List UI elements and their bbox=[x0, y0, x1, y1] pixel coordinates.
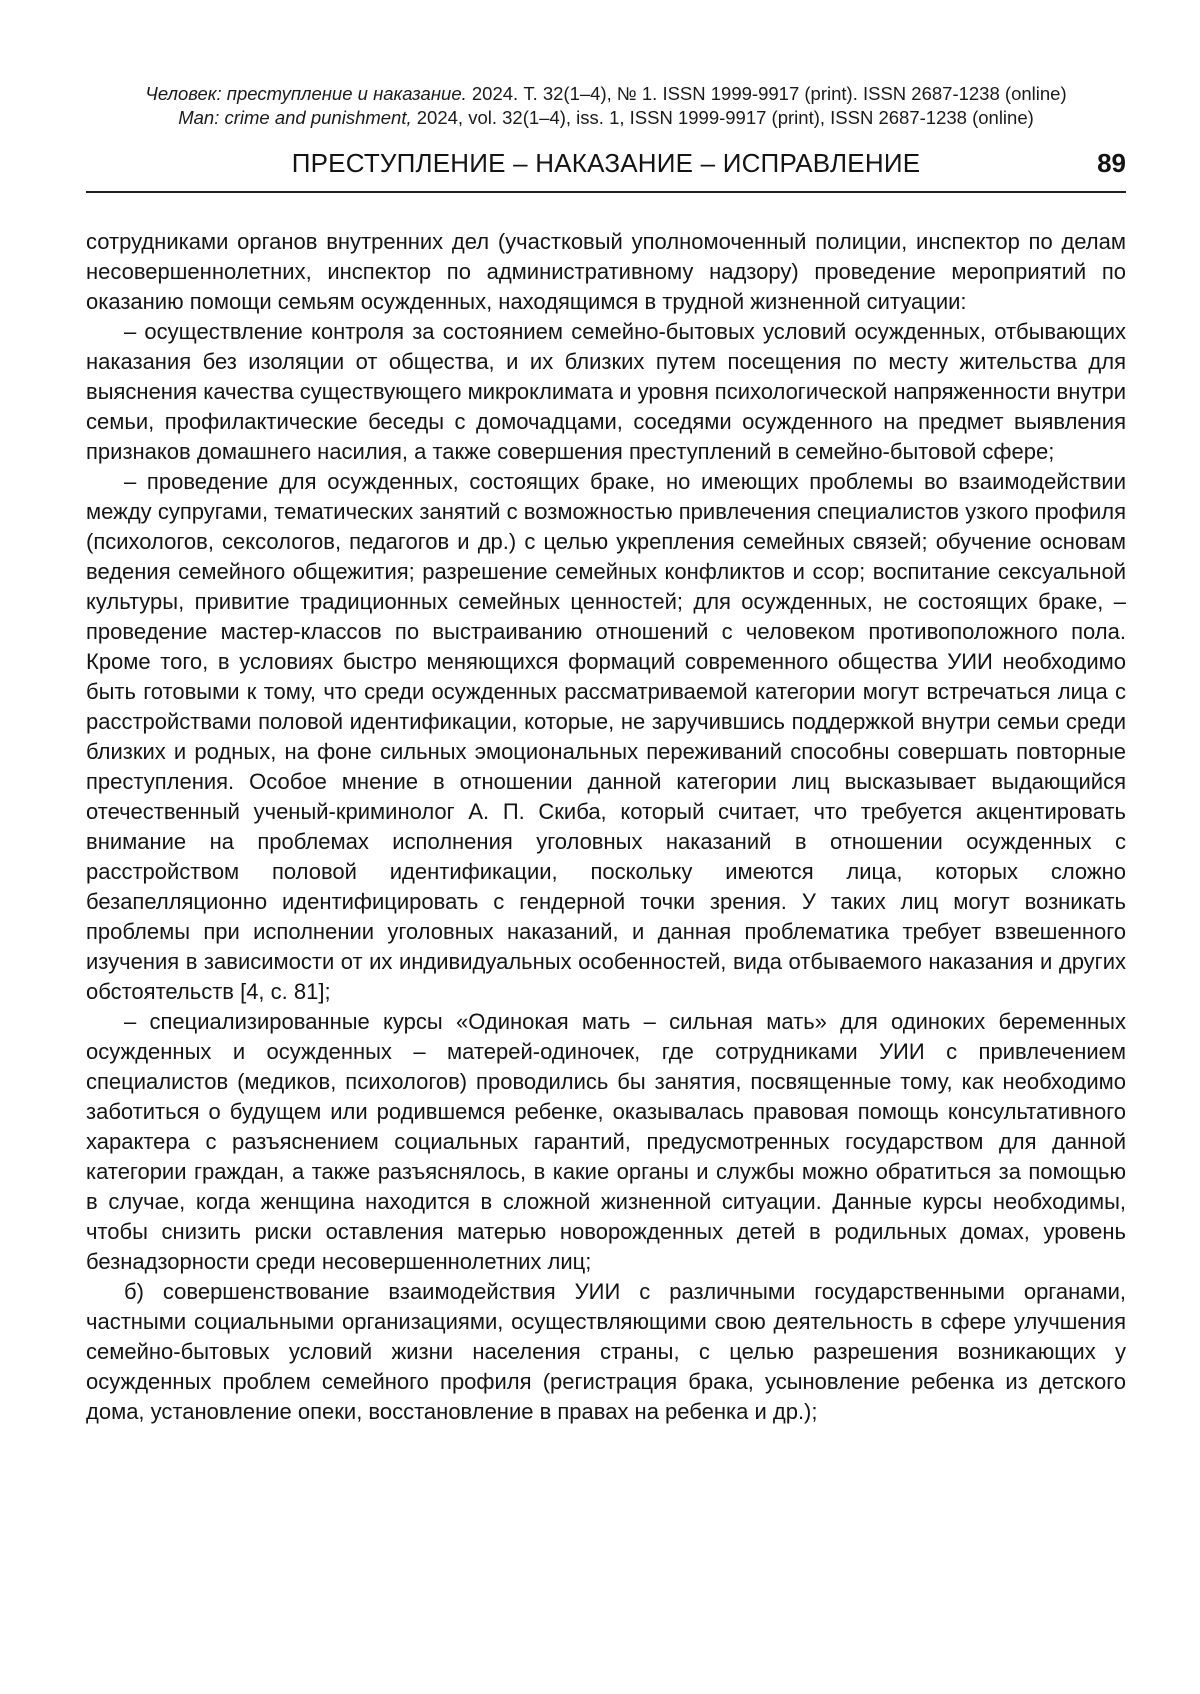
paragraph: – проведение для осужденных, состоящих браке, но имеющих проблемы во взаимодействии между супругами, тематических занятий с возможностью привлечения специалистов узкого профиля (психологов, сексологов, педагогов и др.) с целью укрепления семейных связей; обучение основам ведения семейного общежития; разрешение семейных конфликтов и ссор; воспитание сексуальной культуры, привитие традиционных семейных ценностей; для осужденных, не состоящих браке, – проведение мастер-классов по выстраиванию отношений с человеком противоположного пола. Кроме того, в условиях быстро меняющихся формаций современного общества УИИ необходимо быть готовыми к тому, что среди осужденных рассматриваемой категории могут встречаться лица с расстройствами половой идентификации, которые, не заручившись поддержкой внутри семьи среди близких и родных, на фоне сильных эмоциональных переживаний способны совершать повторные преступления. Особое мнение в отношении данной категории лиц высказывает выдающийся отечественный ученый-криминолог А. П. Скиба, который считает, что требуется акцентировать внимание на проблемах исполнения уголовных наказаний в отношении осужденных с расстройством половой идентификации, поскольку имеются лица, которых сложно безапелляционно идентифицировать с гендерной точки зрения. У таких лиц могут возникать проблемы при исполнении уголовных наказаний, и данная проблематика требует взвешенного изучения в зависимости от их индивидуальных особенностей, вида отбываемого наказания и других обстоятельств [4, с. 81]; bbox=[86, 469, 1126, 1004]
journal-issue-en: 2024, vol. 32(1–4), iss. 1, ISSN 1999-9917 (print), ISSN 2687-1238 (online) bbox=[411, 107, 1034, 128]
journal-title-ru: Человек: преступление и наказание. bbox=[145, 83, 467, 104]
paragraph: – осуществление контроля за состоянием семейно-бытовых условий осужденных, отбывающих наказания без изоляции от общества, и их близких путем посещения по месту жительства для выяснения качества существующего микроклимата и уровня психологической напряженности внутри семьи, профилактические беседы с домочадцами, соседями осужденного на предмет выявления признаков домашнего насилия, а также совершения преступлений в семейно-бытовой сфере; bbox=[86, 319, 1126, 464]
paragraph: б) совершенствование взаимодействия УИИ с различными государственными органами, частными социальными организациями, осуществляющими свою деятельность в сфере улучшения семейно-бытовых условий жизни населения страны, с целью разрешения возникающих у осужденных проблем семейного профиля (регистрация брака, усыновление ребенка из детского дома, установление опеки, восстановление в правах на ребенка и др.); bbox=[86, 1279, 1126, 1424]
journal-citation-en bbox=[86, 106, 1126, 130]
paragraph: – специализированные курсы «Одинокая мать – сильная мать» для одиноких беременных осужденных и осужденных – матерей-одиночек, где сотрудниками УИИ с привлечением специалистов (медиков, психологов) проводились бы занятия, посвященные тому, как необходимо заботиться о будущем или родившемся ребенке, оказывалась правовая помощь консультативного характера с разъяснением социальных гарантий, предусмотренных государством для данной категории граждан, а также разъяснялось, в какие органы и службы можно обратиться за помощью в случае, когда женщина находится в сложной жизненной ситуации. Данные курсы необходимы, чтобы снизить риски оставления матерью новорожденных детей в родильных домах, уровень безнадзорности среди несовершеннолетних лиц; bbox=[86, 1009, 1126, 1274]
running-header bbox=[86, 82, 1126, 130]
journal-issue-ru: 2024. Т. 32(1–4), № 1. ISSN 1999-9917 (print). ISSN 2687-1238 (online) bbox=[466, 83, 1067, 104]
journal-citation-ru bbox=[86, 82, 1126, 106]
section-header bbox=[86, 146, 1126, 182]
page-number: 89 bbox=[1097, 148, 1126, 178]
article-body bbox=[86, 227, 1126, 1427]
journal-title-en: Man: crime and punishment, bbox=[178, 107, 412, 128]
section-title: ПРЕСТУПЛЕНИЕ – НАКАЗАНИЕ – ИСПРАВЛЕНИЕ bbox=[291, 148, 921, 178]
paragraph: сотрудниками органов внутренних дел (участковый уполномоченный полиции, инспектор по делам несовершеннолетних, инспектор по административному надзору) проведение мероприятий по оказанию помощи семьям осужденных, находящимся в трудной жизненной ситуации: bbox=[86, 229, 1126, 314]
header-divider bbox=[86, 191, 1126, 193]
